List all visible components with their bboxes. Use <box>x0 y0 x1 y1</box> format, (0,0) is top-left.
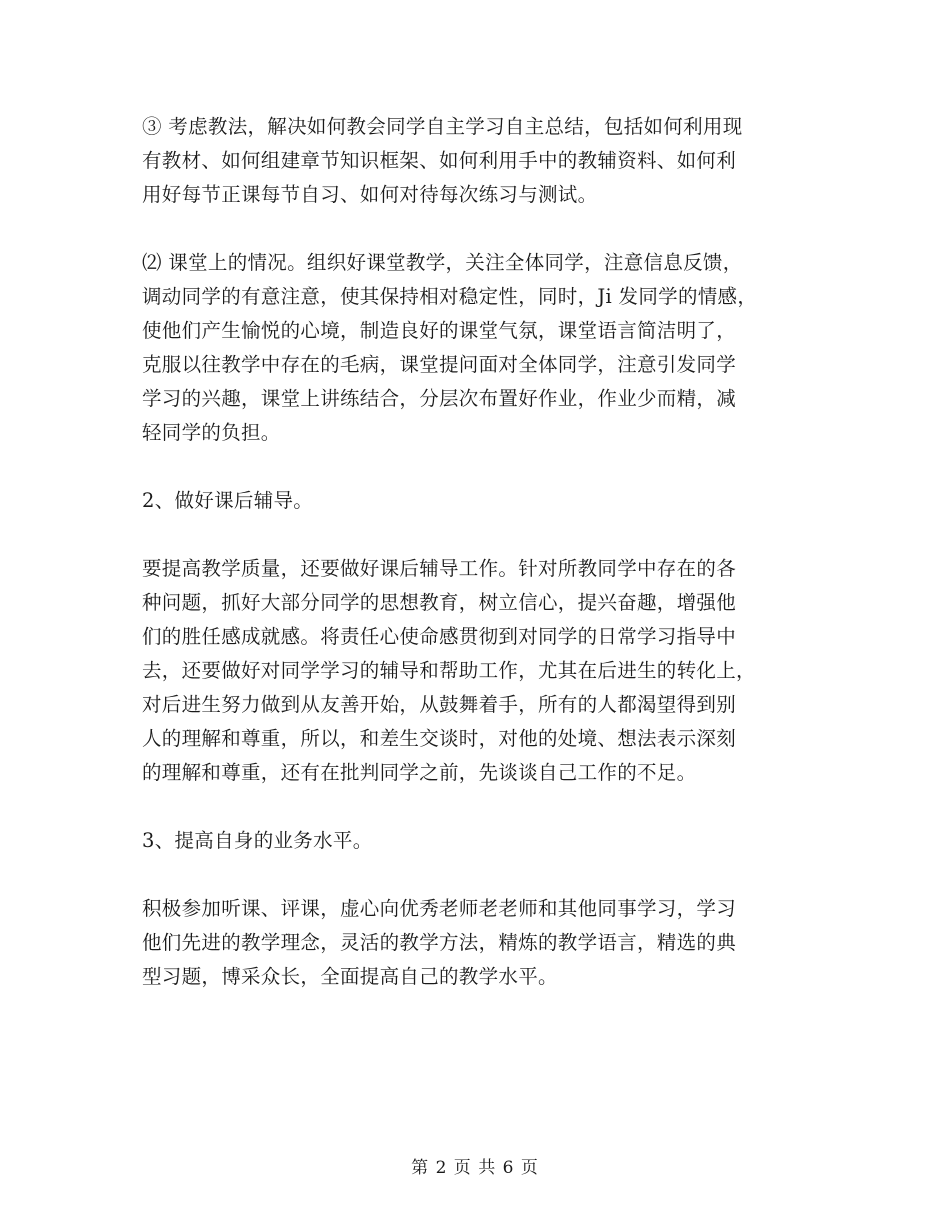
text-line: 积极参加听课、评课，虚心向优秀老师老老师和其他同事学习，学习 <box>142 897 737 920</box>
text-line: ⑵ 课堂上的情况。组织好课堂教学，关注全体同学，注意信息反馈， <box>142 251 743 274</box>
text-line: 轻同学的负担。 <box>142 421 281 444</box>
text-line: 使他们产生愉悦的心境，制造良好的课堂气氛，课堂语言简洁明了， <box>142 319 737 342</box>
heading-professional-level <box>142 824 810 858</box>
paragraph-teaching-method <box>142 110 810 212</box>
text-line: 型习题，博采众长，全面提高自己的教学水平。 <box>142 965 558 988</box>
text-line: 去，还要做好对同学学习的辅导和帮助工作，尤其在后进生的转化上， <box>142 659 756 682</box>
text-line: 要提高教学质量，还要做好课后辅导工作。针对所教同学中存在的各 <box>142 557 737 580</box>
paragraph-classroom <box>142 246 810 450</box>
text-line: 2、做好课后辅导。 <box>142 489 314 512</box>
text-line: 人的理解和尊重，所以，和差生交谈时，对他的处境、想法表示深刻 <box>142 727 737 750</box>
text-line: 调动同学的有意注意，使其保持相对稳定性，同时，Ji 发同学的情感， <box>142 285 758 308</box>
paragraph-tutoring <box>142 552 810 790</box>
text-line: 有教材、如何组建章节知识框架、如何利用手中的教辅资料、如何利 <box>142 149 737 172</box>
document-body <box>142 110 810 994</box>
text-line: 们的胜任感成就感。将责任心使命感贯彻到对同学的日常学习指导中 <box>142 625 737 648</box>
text-line: 克服以往教学中存在的毛病，课堂提问面对全体同学，注意引发同学 <box>142 353 737 376</box>
heading-after-class-tutoring <box>142 484 810 518</box>
text-line: 3、提高自身的业务水平。 <box>142 829 373 852</box>
text-line: 学习的兴趣，课堂上讲练结合，分层次布置好作业，作业少而精，减 <box>142 387 737 410</box>
paragraph-professional-level <box>142 892 810 994</box>
text-line: ③ 考虑教法，解决如何教会同学自主学习自主总结，包括如何利用现 <box>142 115 743 138</box>
text-line: 的理解和尊重，还有在批判同学之前，先谈谈自己工作的不足。 <box>142 761 697 784</box>
page-number-footer: 第 2 页 共 6 页 <box>411 1158 539 1178</box>
text-line: 他们先进的教学理念，灵活的教学方法，精炼的教学语言，精选的典 <box>142 931 737 954</box>
text-line: 用好每节正课每节自习、如何对待每次练习与测试。 <box>142 183 598 206</box>
text-line: 对后进生努力做到从友善开始，从鼓舞着手，所有的人都渴望得到别 <box>142 693 737 716</box>
text-line: 种问题，抓好大部分同学的思想教育，树立信心，提兴奋趣，增强他 <box>142 591 737 614</box>
